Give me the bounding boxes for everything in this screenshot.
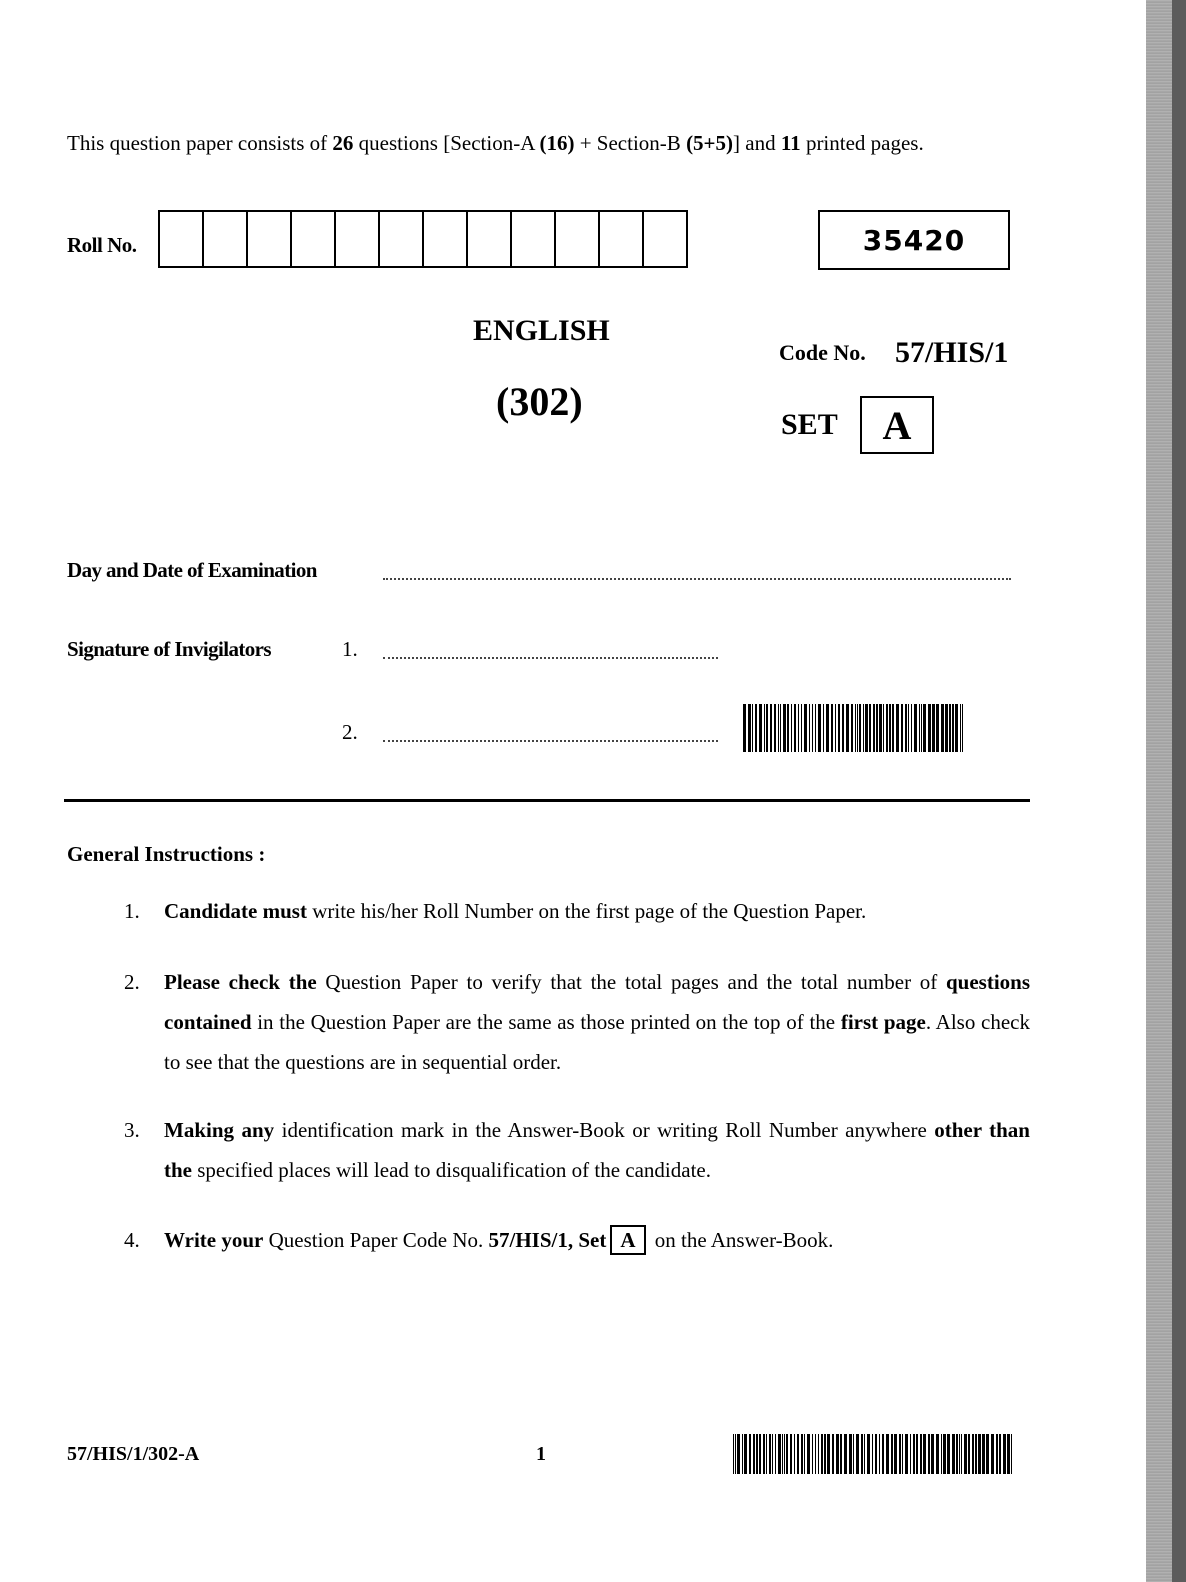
barcode-bar [831, 704, 833, 752]
signature-2-field[interactable] [383, 740, 718, 742]
barcode-bar [846, 704, 849, 752]
barcode-bar [999, 1434, 1001, 1474]
barcode-bar [766, 1434, 767, 1474]
barcode-bar [865, 704, 868, 752]
barcode-bar [856, 1434, 859, 1474]
barcode-bar [859, 704, 861, 752]
barcode-bar [801, 1434, 803, 1474]
barcode-bar [889, 704, 891, 752]
paper-info: This question paper consists of 26 questions [Section-A (16) + Section-B (5+5)] and 11 printed pages. [67, 131, 924, 155]
barcode-bar [790, 1434, 792, 1474]
barcode-bar [823, 704, 824, 752]
barcode-bar [784, 1434, 785, 1474]
barcode-bar [749, 1434, 751, 1474]
barcode-bar [952, 704, 954, 752]
barcode-bar [894, 1434, 897, 1474]
barcode-bar [755, 704, 757, 752]
barcode-bar [928, 1434, 930, 1474]
roll-digit-box[interactable] [600, 212, 644, 266]
barcode-bar [812, 1434, 813, 1474]
barcode-bar [855, 704, 856, 752]
roll-digit-box[interactable] [556, 212, 600, 266]
roll-digit-box[interactable] [248, 212, 292, 266]
barcode-bar [753, 1434, 755, 1474]
barcode-bar [920, 1434, 922, 1474]
paper-code-box: 35420 [818, 210, 1010, 270]
barcode-bar [824, 1434, 826, 1474]
roll-digit-box[interactable] [292, 212, 336, 266]
instruction-1: 1. Candidate must write his/her Roll Number on the first page of the Question Paper. [124, 899, 867, 923]
roll-digit-box[interactable] [160, 212, 204, 266]
instruction-4: 4. Write your Question Paper Code No. 57/HIS/1, Set A on the Answer-Book. [124, 1220, 1030, 1260]
barcode-bar [876, 704, 878, 752]
subject-code: (302) [496, 379, 583, 424]
barcode-bar [748, 704, 751, 752]
barcode-bar [975, 1434, 977, 1474]
barcode-bar [936, 704, 939, 752]
barcode-bar [818, 704, 821, 752]
barcode-bar [780, 704, 781, 752]
code-number-label: Code No. [779, 340, 866, 365]
barcode-bar [791, 704, 792, 752]
roll-digit-box[interactable] [512, 212, 556, 266]
barcode-bar [778, 704, 779, 752]
barcode-bar [787, 704, 789, 752]
barcode-bar [913, 1434, 915, 1474]
barcode-bar [879, 704, 882, 752]
instruction-2: 2. Please check the Question Paper to verify that the total pages and the total number of questions contained in the Question Paper are the same as those printed on the top of the first page. Also check to see that the questions are in sequential order. [124, 970, 1031, 1074]
barcode-bar [867, 1434, 870, 1474]
barcode-bar [931, 1434, 934, 1474]
barcode-bar [861, 1434, 863, 1474]
barcode-bar [786, 1434, 788, 1474]
barcode-bar [968, 1434, 970, 1474]
barcode-bar [949, 704, 951, 752]
roll-number-boxes[interactable] [158, 210, 688, 268]
barcode-bar [886, 1434, 889, 1474]
barcode-bar [764, 704, 765, 752]
barcode-bar [952, 1434, 955, 1474]
barcode-bar [886, 704, 888, 752]
barcode-bar [919, 704, 920, 752]
barcode-bar [807, 1434, 810, 1474]
barcode-bar [835, 704, 836, 752]
barcode-bar [756, 1434, 758, 1474]
barcode-bar [960, 704, 961, 752]
barcode-bar [892, 704, 894, 752]
barcode-bar [815, 1434, 816, 1474]
barcode-bar [798, 704, 799, 752]
signature-1-number: 1. [342, 637, 358, 661]
barcode-bar [945, 704, 948, 752]
barcode-bar [962, 704, 963, 752]
roll-number-label: Roll No. [67, 233, 137, 257]
barcode-bar [982, 1434, 985, 1474]
signature-2-number: 2. [342, 720, 358, 744]
barcode-bar [840, 1434, 842, 1474]
roll-digit-box[interactable] [204, 212, 248, 266]
barcode-bar [879, 1434, 880, 1474]
barcode-bar [891, 1434, 893, 1474]
barcode-bar [869, 704, 871, 752]
barcode-bar [863, 704, 864, 752]
barcode-bar [778, 1434, 781, 1474]
barcode-bar [742, 1434, 743, 1474]
barcode-bar [772, 1434, 773, 1474]
page-number: 1 [536, 1443, 546, 1465]
barcode-bar [770, 704, 772, 752]
barcode-bar [735, 1434, 736, 1474]
barcode-bar [804, 704, 807, 752]
barcode-bar [733, 1434, 734, 1474]
invigilator-signature-label: Signature of Invigilators [67, 637, 271, 661]
barcode-bar [849, 1434, 852, 1474]
barcode-bar [908, 704, 909, 752]
barcode-bar [851, 704, 853, 752]
barcode-bar [905, 704, 907, 752]
barcode-bar [844, 1434, 847, 1474]
barcode-bar [936, 1434, 939, 1474]
barcode-bar [1003, 1434, 1006, 1474]
barcode-bar [896, 704, 899, 752]
barcode-bar [910, 1434, 911, 1474]
barcode-bar [794, 1434, 795, 1474]
exam-date-field[interactable] [383, 578, 1011, 580]
barcode-bar [827, 1434, 830, 1474]
barcode-bar [797, 1434, 799, 1474]
barcode-bar [804, 1434, 805, 1474]
barcode-bar [752, 704, 753, 752]
barcode-bar [959, 1434, 960, 1474]
barcode-bar [996, 1434, 998, 1474]
barcode-bar [812, 704, 813, 752]
barcode-bar [826, 704, 829, 752]
barcode-bar [744, 1434, 747, 1474]
roll-digit-box[interactable] [644, 212, 686, 266]
roll-digit-box[interactable] [380, 212, 424, 266]
barcode-bar [899, 1434, 901, 1474]
barcode-bar [872, 1434, 873, 1474]
barcode-bar [864, 1434, 865, 1474]
barcode-bar [836, 1434, 839, 1474]
barcode-bar [832, 1434, 834, 1474]
barcode-bar [901, 704, 903, 752]
barcode-bar [842, 704, 844, 752]
barcode-bar [774, 704, 776, 752]
barcode-bar [743, 704, 746, 752]
barcode-bar [853, 1434, 854, 1474]
code-number-value: 57/HIS/1 [895, 336, 1009, 369]
barcode-bar [794, 704, 796, 752]
barcode-bar [818, 1434, 819, 1474]
barcode-bar [916, 1434, 918, 1474]
roll-digit-box[interactable] [336, 212, 380, 266]
barcode-bar [905, 1434, 908, 1474]
roll-digit-box[interactable] [468, 212, 512, 266]
barcode-bar [941, 1434, 942, 1474]
barcode-bar [947, 1434, 950, 1474]
instruction-3: 3. Making any identification mark in the Answer-Book or writing Roll Number anywhere other than the specified places will lead to disqualification of the candidate. [124, 1118, 1030, 1182]
section-divider [64, 799, 1030, 802]
barcode-bar [838, 704, 840, 752]
barcode-bar [956, 1434, 958, 1474]
exam-date-label: Day and Date of Examination [67, 558, 317, 582]
barcode-bar [921, 704, 922, 752]
set-box: A [860, 396, 934, 454]
barcode-bar [883, 704, 884, 752]
subject-title: ENGLISH [473, 314, 610, 347]
barcode-bar [882, 1434, 884, 1474]
barcode-bar [809, 704, 810, 752]
barcode-bar [923, 704, 926, 752]
barcode-bar [857, 704, 858, 752]
barcode-bar [815, 704, 816, 752]
barcode-bar [943, 1434, 946, 1474]
barcode-bar [923, 1434, 926, 1474]
barcode-bar [759, 1434, 761, 1474]
barcode-bar [783, 704, 786, 752]
barcode-bottom [733, 1434, 1018, 1474]
barcode-bar [961, 1434, 962, 1474]
barcode-bar [986, 1434, 989, 1474]
barcode-bar [875, 1434, 877, 1474]
barcode-bar [972, 1434, 974, 1474]
barcode-bar [964, 1434, 967, 1474]
barcode-bar [759, 704, 762, 752]
barcode-top [743, 704, 989, 752]
barcode-bar [775, 1434, 776, 1474]
barcode-bar [769, 1434, 771, 1474]
barcode-bar [873, 704, 875, 752]
barcode-bar [914, 704, 917, 752]
barcode-bar [932, 704, 935, 752]
barcode-bar [782, 1434, 783, 1474]
instruction-set-box: A [610, 1225, 645, 1255]
barcode-bar [1011, 1434, 1012, 1474]
barcode-bar [821, 1434, 823, 1474]
barcode-bar [955, 704, 958, 752]
barcode-bar [801, 704, 802, 752]
scan-edge [1146, 0, 1186, 1582]
barcode-bar [991, 1434, 994, 1474]
barcode-bar [911, 704, 912, 752]
barcode-bar [737, 1434, 740, 1474]
barcode-bar [766, 704, 768, 752]
roll-digit-box[interactable] [424, 212, 468, 266]
signature-1-field[interactable] [383, 657, 718, 659]
set-label: SET [781, 408, 838, 441]
footer-paper-code: 57/HIS/1/302-A [67, 1443, 200, 1465]
barcode-bar [1007, 1434, 1010, 1474]
general-instructions-title: General Instructions : [67, 842, 266, 866]
barcode-bar [978, 1434, 981, 1474]
barcode-bar [763, 1434, 765, 1474]
barcode-bar [928, 704, 931, 752]
barcode-bar [902, 1434, 903, 1474]
barcode-bar [941, 704, 944, 752]
